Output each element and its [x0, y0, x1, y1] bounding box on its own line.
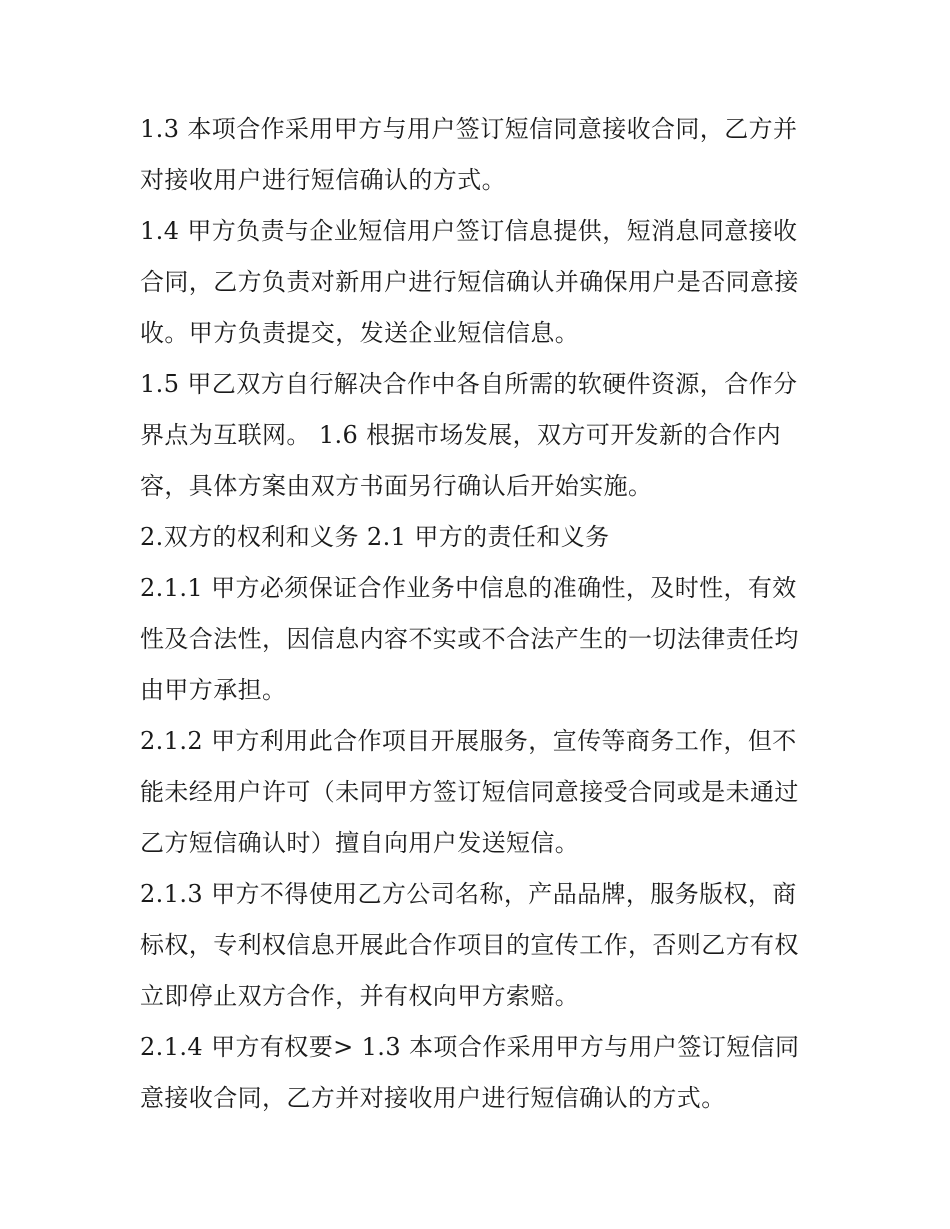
paragraph-2-1-3: 2.1.3 甲方不得使用乙方公司名称，产品品牌，服务版权，商标权，专利权信息开展此合作项目的宣传工作，否则乙方有权立即停止双方合作，并有权向甲方索赔。 [140, 880, 799, 1010]
paragraph-2-1-2: 2.1.2 甲方利用此合作项目开展服务，宣传等商务工作，但不能未经用户许可（未同甲方签订短信同意接受合同或是未通过乙方短信确认时）擅自向用户发送短信。 [140, 727, 799, 857]
paragraph-1-3: 1.3 本项合作采用甲方与用户签订短信同意接收合同，乙方并对接收用户进行短信确认的方式。 [140, 115, 798, 194]
paragraph-1-4: 1.4 甲方负责与企业短信用户签订信息提供，短消息同意接收合同，乙方负责对新用户进行短信确认并确保用户是否同意接收。甲方负责提交，发送企业短信信息。 [140, 217, 799, 347]
paragraph-1-5-1-6: 1.5 甲乙双方自行解决合作中各自所需的软硬件资源，合作分界点为互联网。 1.6 根据市场发展，双方可开发新的合作内容，具体方案由双方书面另行确认后开始实施。 [140, 370, 798, 500]
section-heading-2: 2.双方的权利和义务 2.1 甲方的责任和义务 [140, 523, 610, 551]
paragraph-2-1-1: 2.1.1 甲方必须保证合作业务中信息的准确性，及时性，有效性及合法性，因信息内容不实或不合法产生的一切法律责任均由甲方承担。 [140, 574, 799, 704]
paragraph-2-1-4: 2.1.4 甲方有权要> 1.3 本项合作采用甲方与用户签订短信同意接收合同，乙方并对接收用户进行短信确认的方式。 [140, 1033, 800, 1112]
document-body [140, 104, 820, 1124]
